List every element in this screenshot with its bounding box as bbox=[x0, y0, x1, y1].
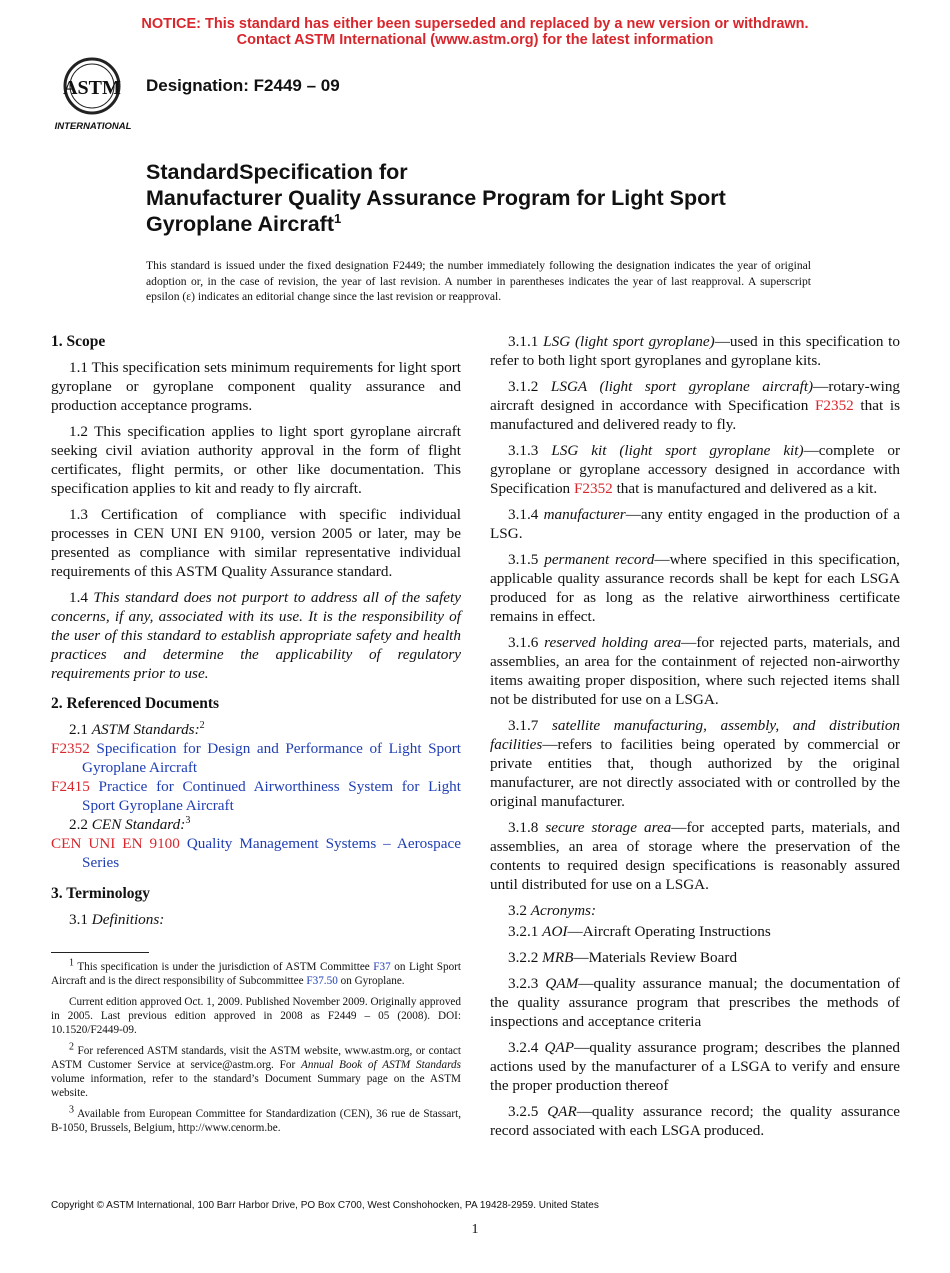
subcommittee-link-f37-50[interactable]: F37.50 bbox=[306, 975, 338, 987]
para-number: 3.1.2 bbox=[508, 378, 551, 395]
para-number: 1.4 bbox=[69, 589, 94, 606]
def-3-1-7 bbox=[490, 716, 900, 811]
definition-text: that is manufactured and delivered as a kit. bbox=[612, 480, 878, 497]
reference-title[interactable]: Specification for Design and Performance of Light Sport Gyroplane Aircraft bbox=[82, 740, 461, 776]
acronym-expansion: —quality assurance program; describes the planned actions used by the manufacturer of a LSGA to verify and ensure the proper production thereof bbox=[490, 1039, 900, 1094]
para-1-3: 1.3 Certification of compliance with specific individual processes in CEN UNI EN 9100, version 2005 or later, may be presented as compliance with similar representative individual requirements of this ASTM Quality Assurance standard. bbox=[51, 506, 461, 580]
withdrawal-notice bbox=[0, 16, 950, 48]
para-number: 3.2.5 bbox=[508, 1103, 548, 1120]
footnote-marker: 2 bbox=[69, 1041, 74, 1053]
para-number: 3.2.4 bbox=[508, 1039, 545, 1056]
section-heading-referenced-documents: 2. Referenced Documents bbox=[51, 695, 220, 712]
subheading: Definitions: bbox=[91, 911, 165, 928]
page-number: 1 bbox=[471, 1222, 479, 1237]
title-footnote-ref: 1 bbox=[333, 210, 342, 226]
para-number: 2.1 bbox=[69, 721, 92, 738]
para-1-1: 1.1 This specification sets minimum requirements for light sport gyroplane or gyroplane component quality assurance and production acceptance programs. bbox=[51, 359, 461, 414]
footnote-2 bbox=[51, 1041, 461, 1100]
footnote-1 bbox=[51, 957, 461, 988]
para-number: 3.1.7 bbox=[508, 717, 552, 734]
left-column bbox=[51, 332, 461, 1142]
acronym-expansion: —Aircraft Operating Instructions bbox=[567, 923, 771, 940]
defined-term: satellite manufacturing, assembly, and distribution facilities bbox=[490, 717, 901, 753]
acronym: MRB bbox=[542, 949, 574, 966]
definition-text: —rotary-wing aircraft designed in accordance with Specification bbox=[490, 378, 901, 414]
copyright-footer: Copyright © ASTM International, 100 Barr Harbor Drive, PO Box C700, West Conshohocken, PA 19428-2959. United States bbox=[51, 1200, 599, 1211]
definition-text: —refers to facilities being operated by commercial or private entities that, though authorized by the original manufacturer, are not directly associated with or controlled by the original manufacturer. bbox=[490, 736, 900, 810]
para-number: 3.1.6 bbox=[508, 634, 545, 651]
definition-text: —for accepted parts, materials, and assemblies, an area of storage where the preservation of the contents to required design specifications is reasonably assured until distributed for use on a LSGA. bbox=[490, 819, 900, 893]
standard-link-f2415[interactable]: F2415 bbox=[51, 778, 90, 795]
defined-term: secure storage area bbox=[545, 819, 672, 836]
reference-f2352 bbox=[51, 739, 461, 777]
def-3-1-4 bbox=[490, 505, 900, 543]
def-3-1-3 bbox=[490, 441, 900, 498]
defined-term: LSG kit (light sport gyroplane kit) bbox=[551, 442, 804, 459]
designation: Designation: F2449 – 09 bbox=[146, 76, 340, 95]
footnote-text: This specification is under the jurisdiction of ASTM Committee bbox=[77, 961, 374, 973]
definition-text: —any entity engaged in the production of a LSG. bbox=[490, 506, 900, 542]
notice-line-2: Contact ASTM International (www.astm.org) for the latest information bbox=[236, 32, 714, 48]
right-column bbox=[490, 332, 900, 1147]
section-heading-terminology: 3. Terminology bbox=[51, 885, 151, 902]
para-2-1 bbox=[51, 720, 461, 739]
footnote-text: on Gyroplane. bbox=[337, 975, 405, 987]
def-3-1-6 bbox=[490, 633, 900, 709]
logo-letters: ASTM bbox=[63, 77, 121, 99]
notice-line-1: NOTICE: This standard has either been superseded and replaced by a new version or withdrawn. bbox=[141, 16, 809, 32]
subheading: ASTM Standards: bbox=[91, 721, 200, 738]
para-number: 3.2.2 bbox=[508, 949, 543, 966]
para-number: 3.1.8 bbox=[508, 819, 546, 836]
para-1-4 bbox=[51, 588, 461, 683]
para-number: 2.2 bbox=[69, 816, 92, 833]
para-number: 3.2 bbox=[508, 902, 531, 919]
defined-term: manufacturer bbox=[543, 506, 626, 523]
acronym-3-2-3 bbox=[490, 974, 900, 1031]
footnote-text: Available from European Committee for Standardization (CEN), 36 rue de Stassart, B-1050, Brussels, Belgium, http://www.cenorm.be. bbox=[51, 1108, 461, 1134]
defined-term: reserved holding area bbox=[544, 634, 682, 651]
definition-text: —where specified in this specification, applicable quality assurance records shall be kept for each LSGA produced for as long as the relative airworthiness certificate remains in effect. bbox=[490, 551, 900, 625]
reference-title[interactable]: Practice for Continued Airworthiness System for Light Sport Gyroplane Aircraft bbox=[82, 778, 461, 814]
standard-link-f2352[interactable]: F2352 bbox=[51, 740, 90, 757]
acronym: AOI bbox=[542, 923, 568, 940]
para-number: 3.1.3 bbox=[508, 442, 552, 459]
footnote-ref: 3 bbox=[185, 814, 191, 826]
para-number: 3.1.1 bbox=[508, 333, 544, 350]
para-3-2 bbox=[490, 901, 900, 920]
acronym: QAP bbox=[544, 1039, 575, 1056]
para-1-2: 1.2 This specification applies to light sport gyroplane aircraft seeking civil aviation authority approval in the form of flight certificates, flight permits, or other like documentation. This specification applies to kit and ready to fly aircraft. bbox=[51, 423, 461, 497]
def-3-1-5 bbox=[490, 550, 900, 626]
acronym-3-2-4 bbox=[490, 1038, 900, 1095]
acronym: QAM bbox=[545, 975, 579, 992]
definition-text: that is manufactured and delivered ready to fly. bbox=[490, 397, 900, 433]
footnote-text: For referenced ASTM standards, visit the ASTM website, www.astm.org, or contact ASTM Customer Service at service@astm.org. For bbox=[51, 1045, 461, 1071]
footnote-text: on Light Sport Aircraft and is the direct responsibility of Subcommittee bbox=[51, 961, 461, 987]
para-number: 3.1.5 bbox=[508, 551, 545, 568]
para-2-2 bbox=[51, 815, 461, 834]
footnote-text: volume information, refer to the standard’s Document Summary page on the ASTM website. bbox=[51, 1073, 461, 1099]
para-number: 3.1 bbox=[69, 911, 92, 928]
para-3-1 bbox=[51, 910, 461, 929]
subheading: Acronyms: bbox=[530, 902, 597, 919]
definition-text: —for rejected parts, materials, and assemblies, an area for the containment of rejected non-airworthy items awaiting proper disposition, where such rejected items shall not be distributed for use on a LSGA. bbox=[490, 634, 900, 708]
footnote-edition: Current edition approved Oct. 1, 2009. Published November 2009. Originally approved in 2005. Last previous edition approved in 2008 as F2449 – 05 (2008). DOI: 10.1520/F2449-09. bbox=[51, 996, 461, 1036]
document-title bbox=[146, 159, 866, 237]
committee-link-f37[interactable]: F37 bbox=[373, 961, 391, 973]
def-3-1-8 bbox=[490, 818, 900, 894]
acronym-expansion: —Materials Review Board bbox=[573, 949, 738, 966]
footnote-italic: Annual Book of ASTM Standards bbox=[301, 1059, 461, 1071]
standard-link-f2352[interactable]: F2352 bbox=[814, 397, 854, 414]
def-3-1-1 bbox=[490, 332, 900, 370]
definition-text: —used in this specification to refer to both light sport gyroplanes and gyroplane kits. bbox=[490, 333, 900, 369]
para-number: 3.2.3 bbox=[508, 975, 546, 992]
acronym-3-2-5 bbox=[490, 1102, 900, 1140]
definition-text: —complete or gyroplane or gyroplane accessory designed in accordance with Specification bbox=[490, 442, 900, 497]
section-heading-scope: 1. Scope bbox=[51, 333, 106, 350]
para-number: 3.2.1 bbox=[508, 923, 543, 940]
subheading: CEN Standard: bbox=[91, 816, 186, 833]
defined-term: LSGA (light sport gyroplane aircraft) bbox=[550, 378, 814, 395]
acronym-expansion: —quality assurance manual; the documentation of the quality assurance program that prescribes the methods of inspections and acceptance criteria bbox=[490, 975, 900, 1030]
para-number: 3.1.4 bbox=[508, 506, 544, 523]
footnote-divider bbox=[51, 952, 149, 953]
logo-international: INTERNATIONAL bbox=[54, 121, 132, 132]
reference-f2415 bbox=[51, 777, 461, 815]
footnote-marker: 1 bbox=[69, 957, 74, 969]
defined-term: permanent record bbox=[544, 551, 655, 568]
astm-logo bbox=[52, 56, 134, 132]
title-line-2: Manufacturer Quality Assurance Program for Light Sport bbox=[146, 186, 726, 210]
title-line-3: Gyroplane Aircraft bbox=[146, 212, 334, 236]
acronym-expansion: —quality assurance record; the quality assurance record associated with each LSGA produced. bbox=[490, 1103, 901, 1139]
standard-link-f2352[interactable]: F2352 bbox=[573, 480, 613, 497]
footnote-marker: 3 bbox=[69, 1104, 74, 1116]
standard-link-en9100[interactable]: CEN UNI EN 9100 bbox=[51, 835, 180, 852]
footnote-ref: 2 bbox=[199, 719, 205, 731]
acronym: QAR bbox=[547, 1103, 577, 1120]
acronym-3-2-2 bbox=[490, 948, 900, 967]
defined-term: LSG (light sport gyroplane) bbox=[543, 333, 715, 350]
issuance-note: This standard is issued under the fixed designation F2449; the number immediately following the designation indicates the year of original adoption or, in the case of revision, the year of last revision. A number in parentheses indicates the year of last reapproval. A superscript epsilon (ε) indicates an editorial change since the last revision or reapproval. bbox=[146, 259, 811, 303]
title-line-1: StandardSpecification for bbox=[146, 160, 408, 184]
footnote-3 bbox=[51, 1104, 461, 1135]
acronym-3-2-1 bbox=[490, 922, 900, 941]
reference-en9100 bbox=[51, 834, 461, 872]
reference-title[interactable]: Quality Management Systems – Aerospace Series bbox=[82, 835, 461, 871]
def-3-1-2 bbox=[490, 377, 900, 434]
safety-caveat: This standard does not purport to address all of the safety concerns, if any, associated with its use. It is the responsibility of the user of this standard to establish appropriate safety and health practices and determine the applicability of regulatory requirements prior to use. bbox=[51, 589, 462, 682]
